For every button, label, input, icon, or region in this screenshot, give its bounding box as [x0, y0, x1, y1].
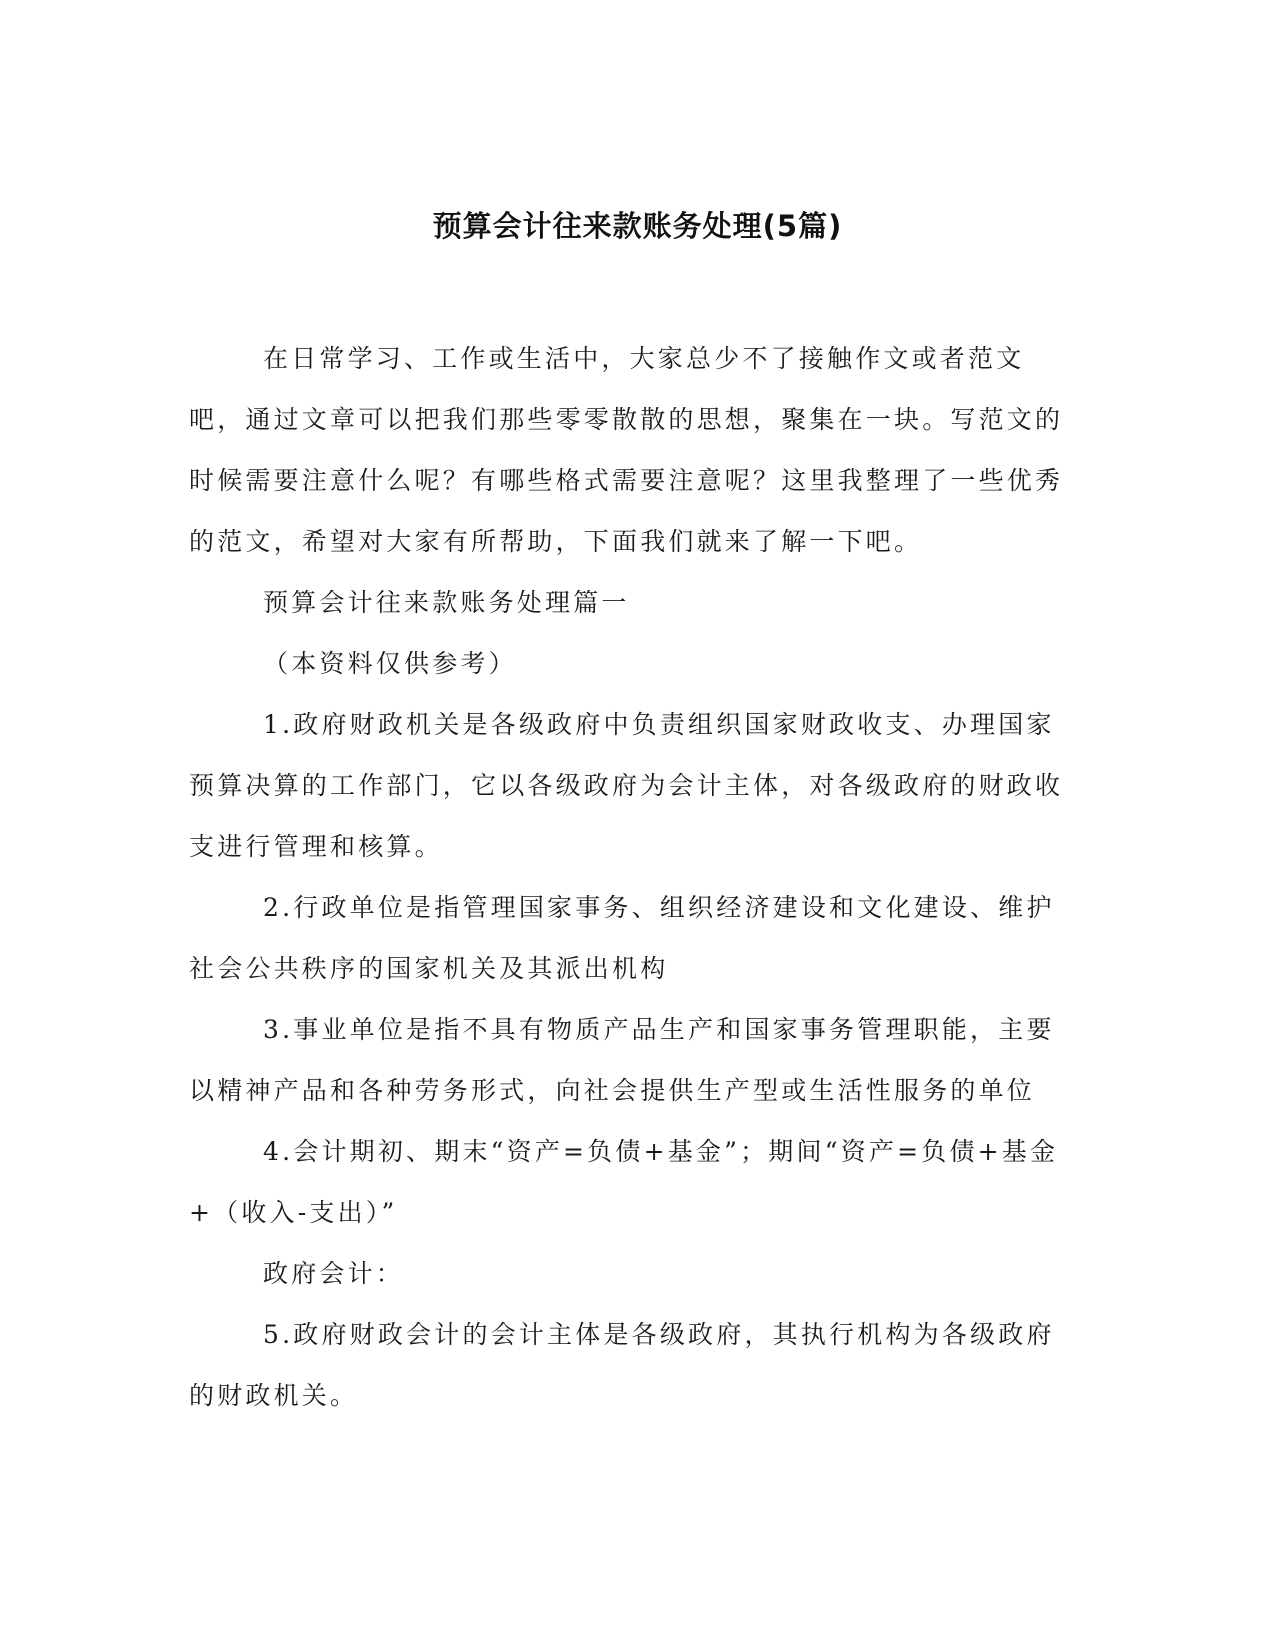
document-body: [189, 328, 1074, 1426]
paragraph-intro: 在日常学习、工作或生活中，大家总少不了接触作文或者范文吧，通过文章可以把我们那些零零散散的思想，聚集在一块。写范文的时候需要注意什么呢？有哪些格式需要注意呢？这里我整理了一些优秀的范文，希望对大家有所帮助，下面我们就来了解一下吧。: [189, 344, 1064, 556]
paragraph-item-2: 2.行政单位是指管理国家事务、组织经济建设和文化建设、维护社会公共秩序的国家机关及其派出机构: [189, 893, 1055, 983]
paragraph-item-5: 5.政府财政会计的会计主体是各级政府，其执行机构为各级政府的财政机关。: [189, 1320, 1055, 1410]
paragraph-item-3: 3.事业单位是指不具有物质产品生产和国家事务管理职能，主要以精神产品和各种劳务形式，向社会提供生产型或生活性服务的单位: [189, 1015, 1055, 1105]
subheading-government-accounting: 政府会计：: [263, 1259, 405, 1288]
paragraph-item-4: 4.会计期初、期末“资产=负债+基金”；期间“资产=负债+基金+（收入-支出）”: [189, 1137, 1059, 1227]
reference-note: （本资料仅供参考）: [263, 649, 517, 678]
document-title: 预算会计往来款账务处理(5篇): [432, 209, 843, 243]
paragraph-item-1: 1.政府财政机关是各级政府中负责组织国家财政收支、办理国家预算决算的工作部门，它以各级政府为会计主体，对各级政府的财政收支进行管理和核算。: [189, 710, 1064, 861]
section-heading: 预算会计往来款账务处理篇一: [263, 588, 630, 617]
